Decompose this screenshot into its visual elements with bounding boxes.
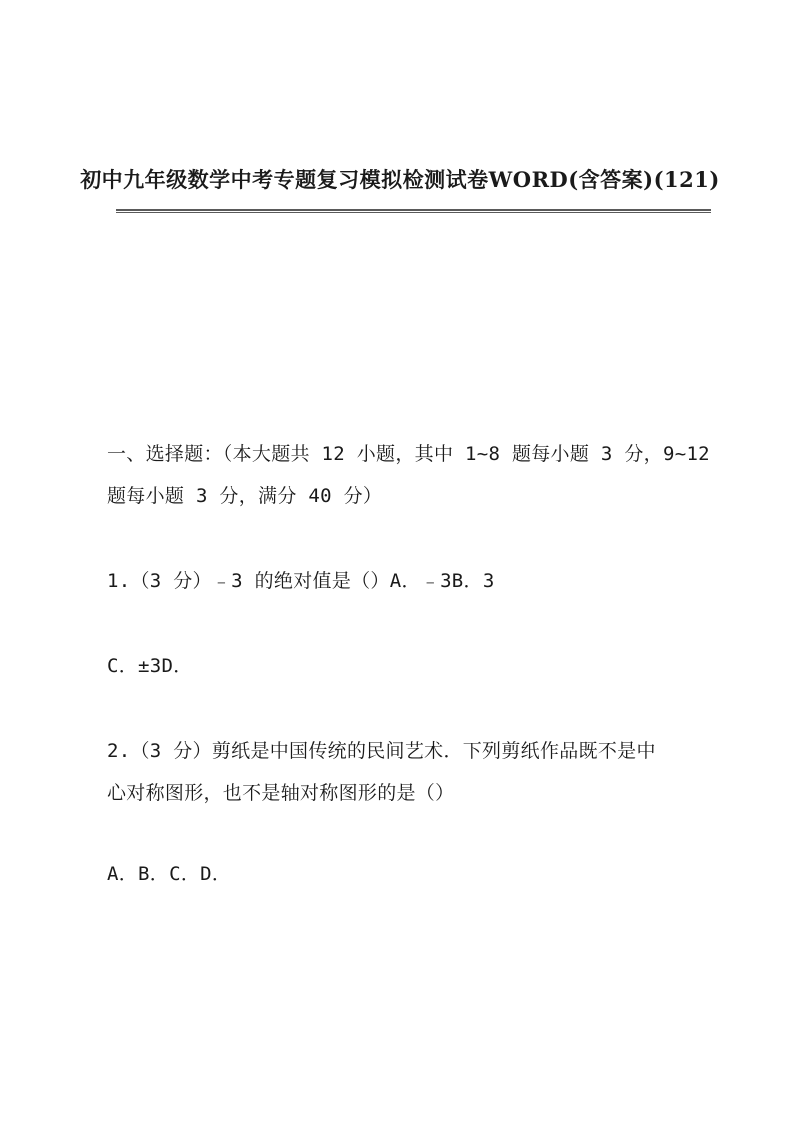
question-2-stem-line-1: 2.（3 分）剪纸是中国传统的民间艺术．下列剪纸作品既不是中 bbox=[107, 740, 656, 762]
question-1-option-line: C．±3D． bbox=[107, 655, 193, 677]
question-2-options bbox=[107, 853, 717, 895]
question-1-options bbox=[107, 645, 717, 687]
section-header-line-1: 一、选择题：（本大题共 12 小题，其中 1~8 题每小题 3 分，9~12 bbox=[107, 443, 710, 465]
title-divider bbox=[116, 209, 711, 213]
question-2 bbox=[107, 730, 717, 814]
question-1 bbox=[107, 560, 717, 602]
document-title: 初中九年级数学中考专题复习模拟检测试卷WORD(含答案)(121) bbox=[80, 167, 720, 192]
question-1-stem: 1.（3 分）﹣3 的绝对值是（）A．﹣3B．3 bbox=[107, 570, 495, 592]
question-2-option-line: A．B．C．D． bbox=[107, 863, 232, 885]
question-2-stem-line-2: 心对称图形，也不是轴对称图形的是（） bbox=[107, 782, 455, 804]
section-header bbox=[107, 433, 717, 517]
section-header-line-2: 题每小题 3 分，满分 40 分） bbox=[107, 485, 383, 507]
